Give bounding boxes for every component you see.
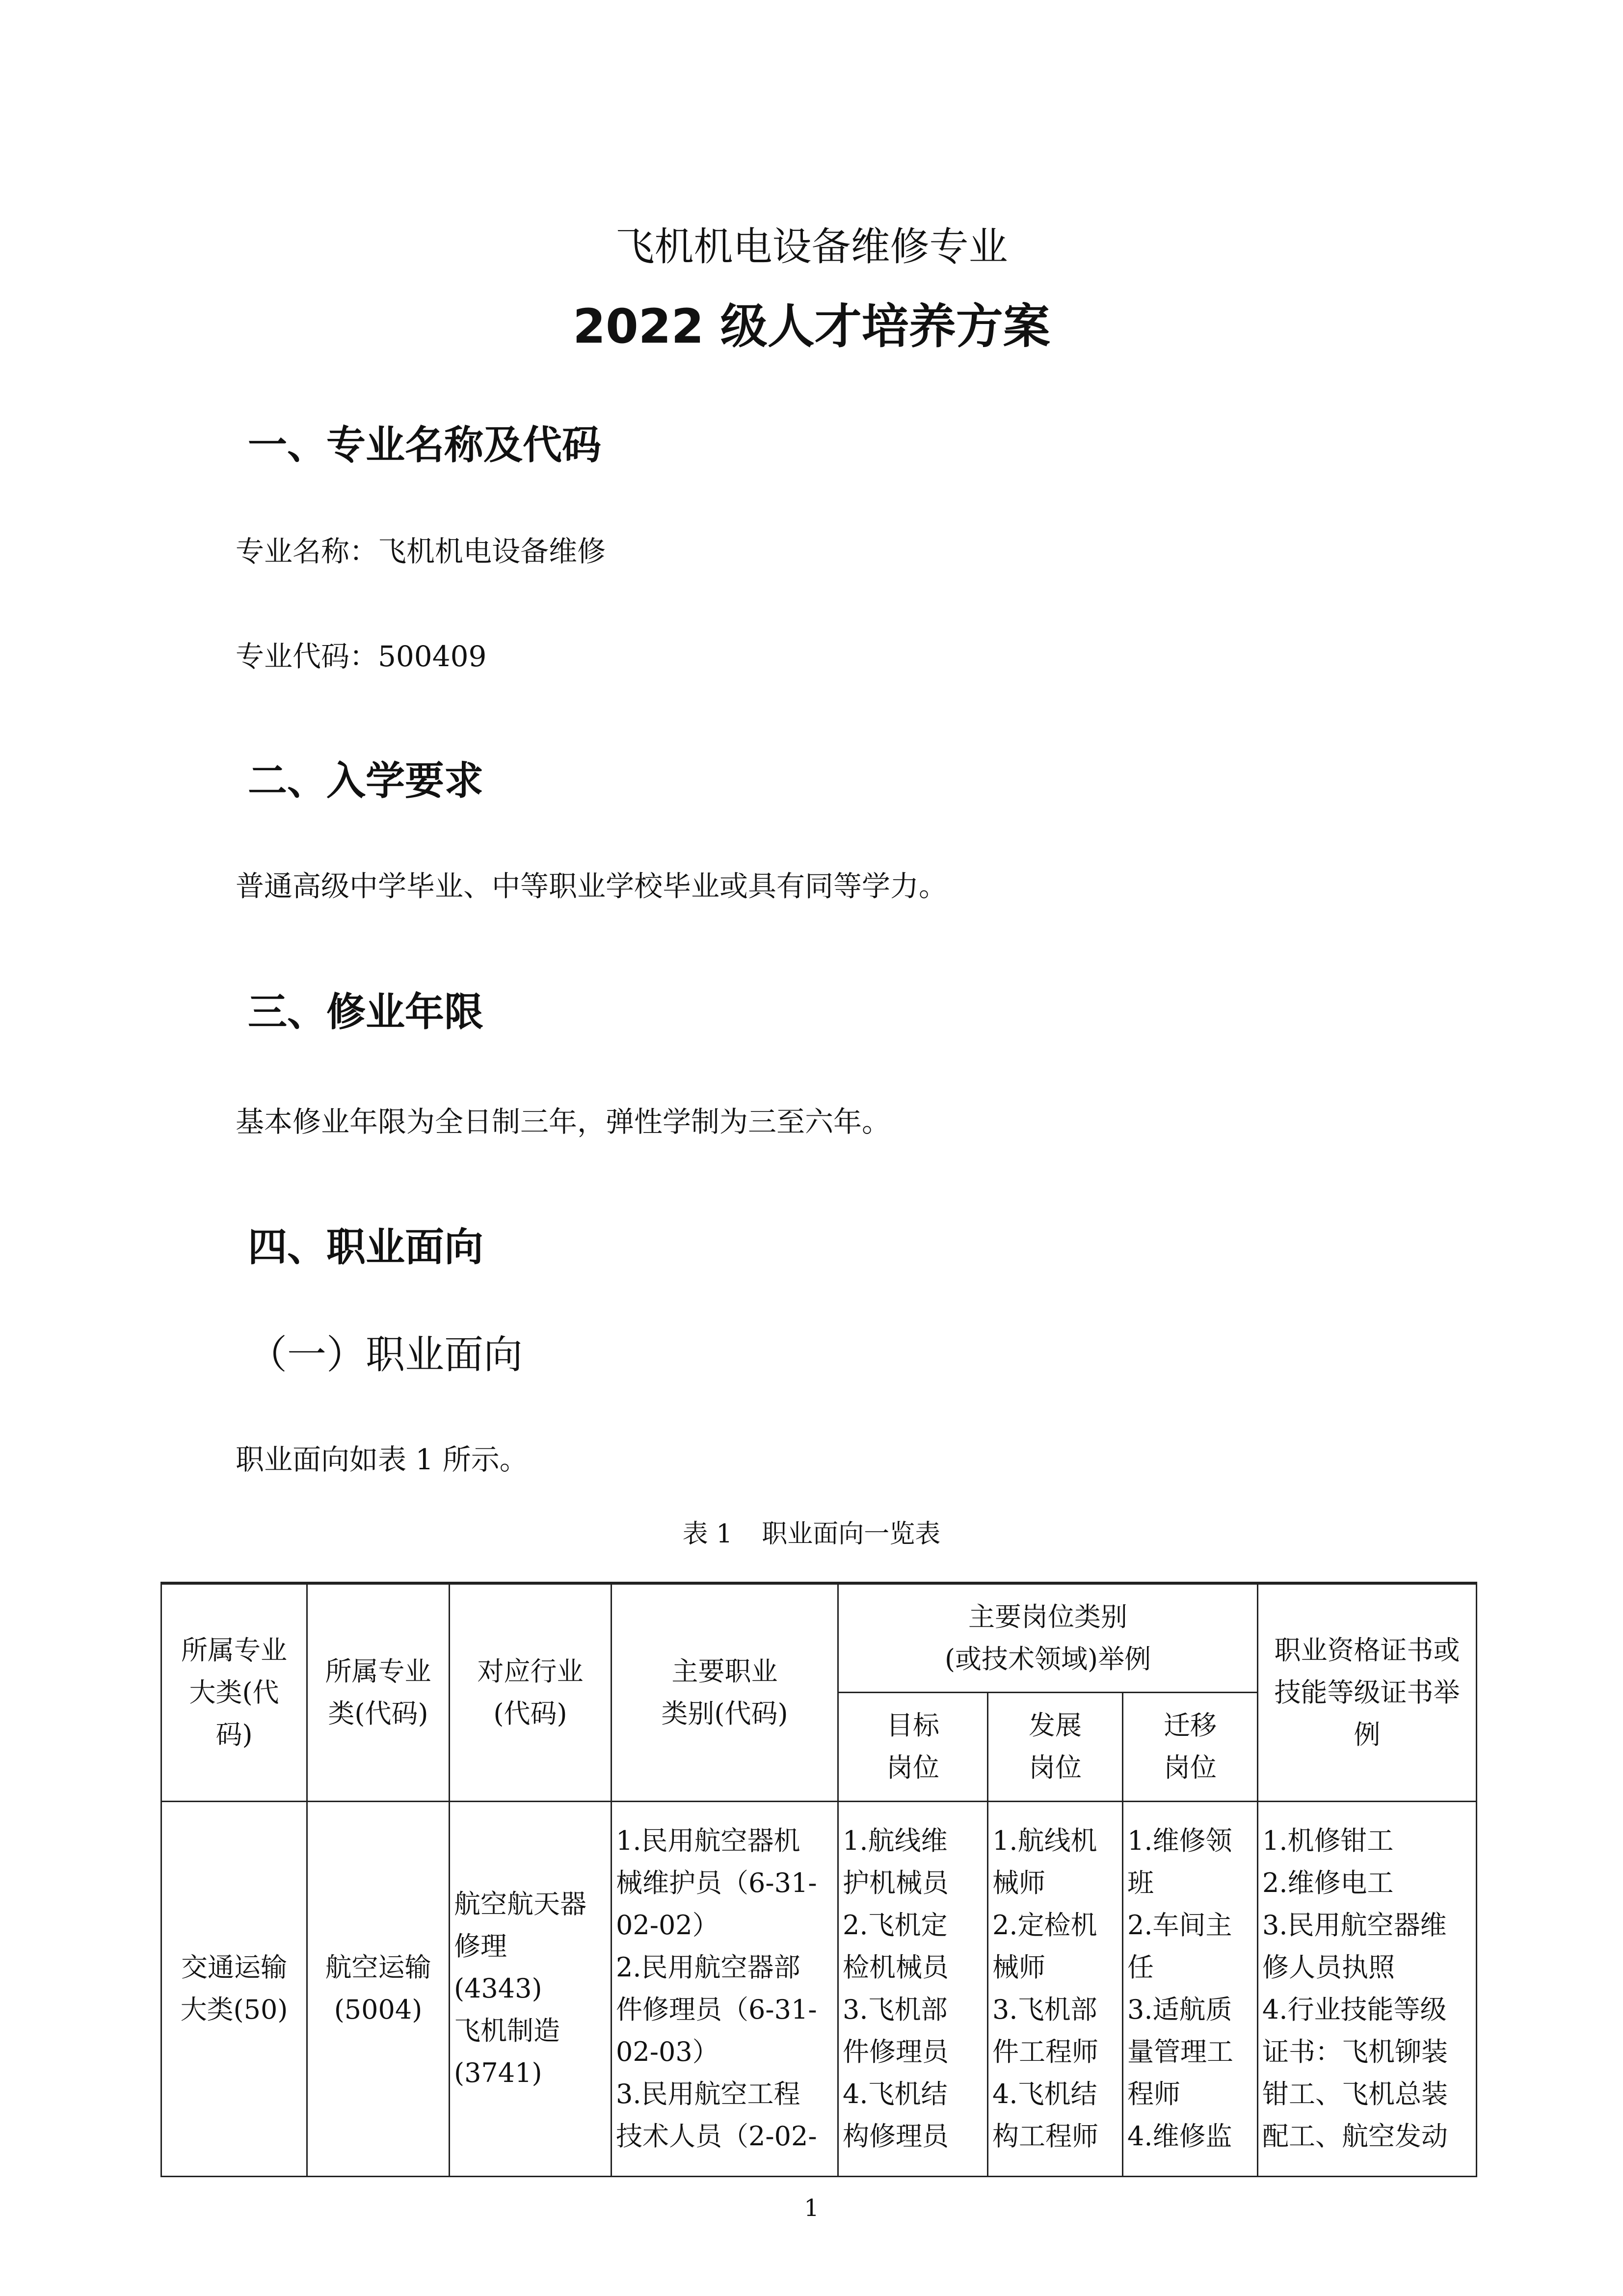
header-target-position: 目标 岗位 xyxy=(838,1692,988,1801)
cell-major-class: 航空运输 (5004) xyxy=(307,1801,450,2176)
table-intro-text: 职业面向如表 1 所示。 xyxy=(236,1443,528,1476)
header-major-class: 所属专业 类(代码) xyxy=(307,1583,450,1801)
header-occupation: 主要职业 类别(代码) xyxy=(612,1583,838,1801)
subsection-heading: （一）职业面向 xyxy=(248,1332,523,1378)
cell-certificates: 1.机修钳工 2.维修电工 3.民用航空器维 修人员执照 4.行业技能等级 证书：飞机铆装 钳工、飞机总装 配工、航空发动 xyxy=(1258,1801,1477,2176)
header-positions-group: 主要岗位类别 (或技术领域)举例 xyxy=(838,1583,1258,1692)
table-caption-number: 表 1 xyxy=(682,1519,733,1549)
cell-occupation: 1.民用航空器机 械维护员（6-31- 02-02） 2.民用航空器部 件修理员（6-31- 02-03） 3.民用航空工程 技术人员（2-02- xyxy=(612,1801,838,2176)
document-title-line2: 2022 级人才培养方案 xyxy=(573,299,1050,354)
header-transfer-position: 迁移 岗位 xyxy=(1123,1692,1258,1801)
header-certificates: 职业资格证书或 技能等级证书举 例 xyxy=(1258,1583,1477,1801)
header-development-position: 发展 岗位 xyxy=(988,1692,1123,1801)
section-heading-2: 二、入学要求 xyxy=(248,758,483,804)
section-heading-1: 一、专业名称及代码 xyxy=(248,422,601,468)
cell-transfer-positions: 1.维修领 班 2.车间主 任 3.适航质 量管理工 程师 4.维修监 xyxy=(1123,1801,1258,2176)
study-duration-text: 基本修业年限为全日制三年，弹性学制为三至六年。 xyxy=(236,1105,891,1138)
page-number: 1 xyxy=(804,2194,819,2222)
header-industry: 对应行业 (代码) xyxy=(450,1583,612,1801)
table-caption xyxy=(0,1514,1623,1554)
document-title-line1: 飞机机电设备维修专业 xyxy=(615,224,1008,270)
section-heading-4: 四、职业面向 xyxy=(248,1224,483,1270)
occupation-table xyxy=(160,1582,1477,2177)
admission-requirement-text: 普通高级中学毕业、中等职业学校毕业或具有同等学力。 xyxy=(236,869,948,903)
cell-target-positions: 1.航线维 护机械员 2.飞机定 检机械员 3.飞机部 件修理员 4.飞机结 构修理员 xyxy=(838,1801,988,2176)
section-heading-3: 三、修业年限 xyxy=(248,989,483,1035)
major-code-line: 专业代码：500409 xyxy=(236,640,487,673)
cell-development-positions: 1.航线机 械师 2.定检机 械师 3.飞机部 件工程师 4.飞机结 构工程师 xyxy=(988,1801,1123,2176)
header-major-category: 所属专业 大类(代 码) xyxy=(161,1583,307,1801)
cell-major-category: 交通运输 大类(50) xyxy=(161,1801,307,2176)
cell-industry: 航空航天器 修理 (4343) 飞机制造 (3741) xyxy=(450,1801,612,2176)
table-caption-text: 职业面向一览表 xyxy=(762,1519,941,1549)
major-name-line: 专业名称：飞机机电设备维修 xyxy=(236,535,606,568)
